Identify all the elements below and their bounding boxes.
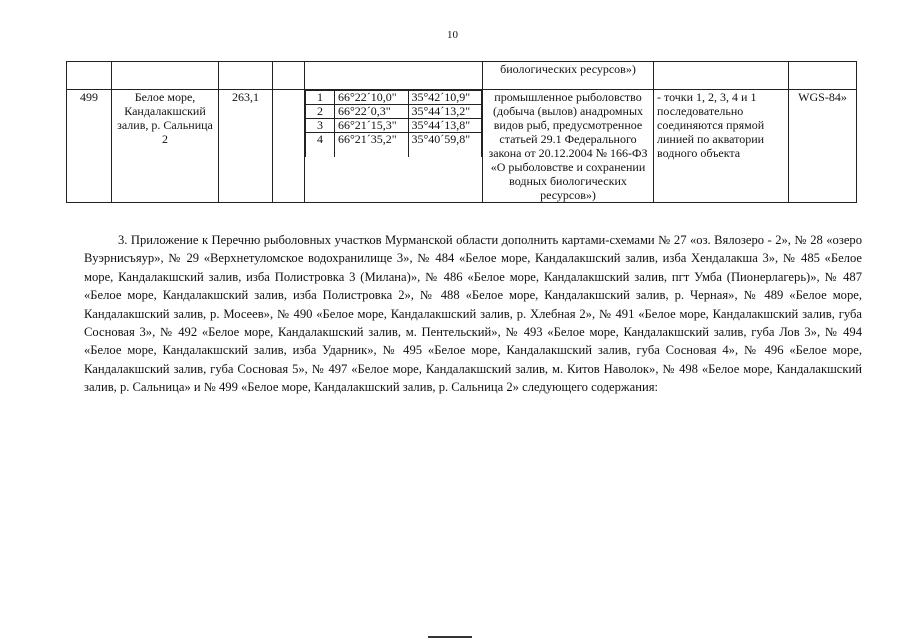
page-number: 10 — [447, 29, 458, 41]
purpose-tail: биологических ресурсов») — [483, 62, 654, 90]
point-latitude: 66°21´35,2" — [335, 133, 409, 158]
table-row — [67, 90, 857, 203]
point-longitude: 35°42´10,9" — [408, 91, 482, 105]
point-longitude: 35°40´59,8" — [408, 133, 482, 158]
amendment-paragraph: 3. Приложение к Перечню рыболовных участков Мурманской области дополнить картами-схемами № 27 «оз. Вялозеро - 2», № 28 «озеро Вуэрнисъяур», № 29 «Верхнетуломское водохранилище 3», № 484 «Белое море, Кандалакшский залив, изба Хендалакша 3», № 485 «Белое море, Кандалакшский залив, изба Полистровка 3 (Милана)», № 486 «Белое море, Кандалакшский залив, пгт Умба (Пионерлагерь)», № 487 «Белое море, Кандалакшский залив, изба Полистровка 2», № 488 «Белое море, Кандалакшский залив, р. Черная», № 489 «Белое море, Кандалакшский залив, р. Мосеев», № 490 «Белое море, Кандалакшский залив, р. Хлебная 2», № 491 «Белое море, Кандалакшский залив, губа Сосновая 3», № 492 «Белое море, Кандалакшский залив, м. Пентельский», № 493 «Белое море, Кандалакшский залив, губа Лов 3», № 494 «Белое море, Кандалакшский залив, изба Ударник», № 495 «Белое море, Кандалакшский залив, губа Сосновая 4», № 496 «Белое море, Кандалакшский залив, губа Сосновая 5», № 497 «Белое море, Кандалакшский залив, м. Китов Наволок», № 498 «Белое море, Кандалакшский залив, р. Сальница» и № 499 «Белое море, Кандалакшский залив, р. Сальница 2» следующего содержания: — [84, 233, 862, 395]
fishing-sites-table — [66, 61, 857, 203]
footer-line — [428, 636, 472, 638]
coordinate-row — [306, 133, 482, 158]
site-area: 263,1 — [219, 90, 273, 203]
coordinate-row — [306, 105, 482, 119]
point-longitude: 35°44´13,8" — [408, 119, 482, 133]
coordinate-row — [306, 119, 482, 133]
site-name: Белое море, Кандалакшский залив, р. Сальница 2 — [112, 90, 219, 203]
point-number: 4 — [306, 133, 335, 158]
site-number: 499 — [67, 90, 112, 203]
site-purpose: промышленное рыболовство (добыча (вылов) анадромных видов рыб, предусмотренное статьей 29.1 Федерального закона от 20.12.2004 № 166-ФЗ «О рыболовстве и сохранении водных биологических ресурсов») — [483, 90, 654, 203]
point-number: 3 — [306, 119, 335, 133]
coordinate-row — [306, 91, 482, 105]
point-number: 2 — [306, 105, 335, 119]
continuation-row — [67, 62, 857, 90]
point-latitude: 66°22´10,0" — [335, 91, 409, 105]
boundary-description: - точки 1, 2, 3, 4 и 1 последовательно соединяются прямой линией по акватории водного объекта — [654, 90, 789, 203]
point-latitude: 66°22´0,3" — [335, 105, 409, 119]
coordinates-table — [305, 90, 482, 157]
coordinates-cell — [305, 90, 483, 203]
point-number: 1 — [306, 91, 335, 105]
coordinate-system: WGS-84» — [789, 90, 857, 203]
point-longitude: 35°44´13,2" — [408, 105, 482, 119]
point-latitude: 66°21´15,3" — [335, 119, 409, 133]
